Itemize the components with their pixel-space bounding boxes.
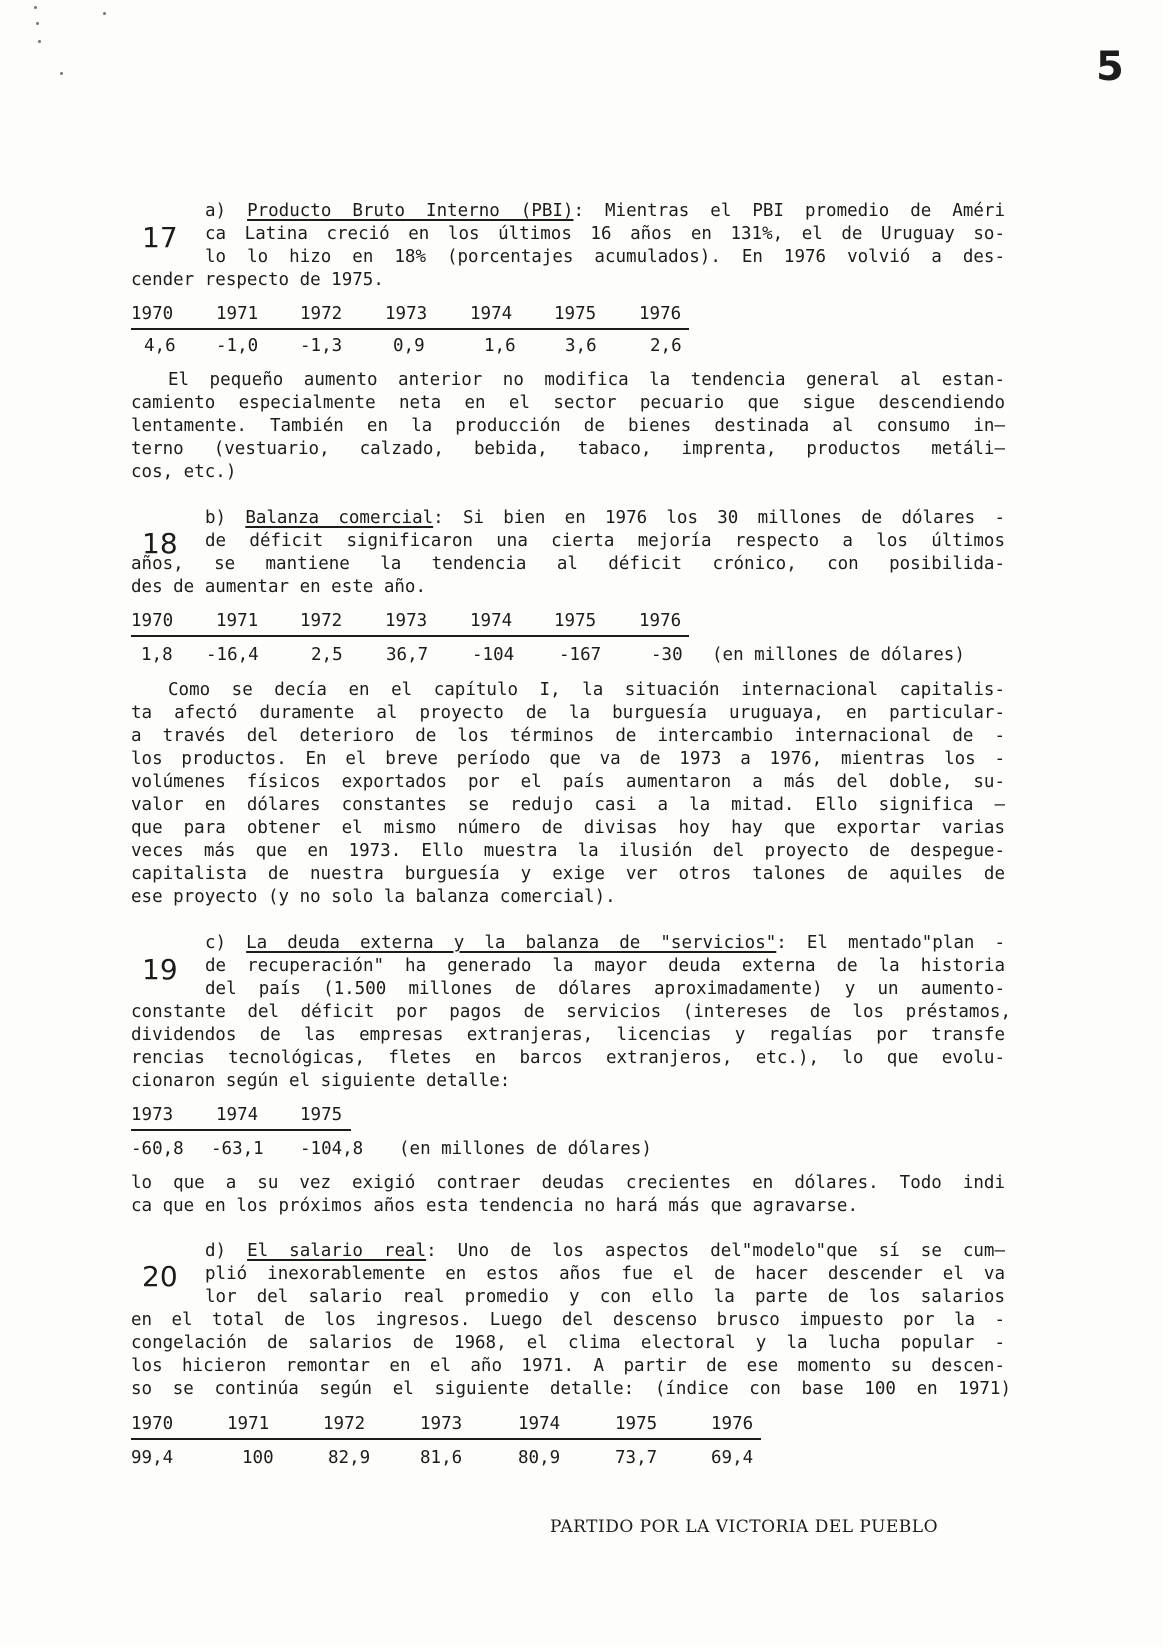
value-cell: 2,5: [311, 645, 343, 665]
para-17b-line: El pequeño aumento anterior no modifica la tendencia general al estan-: [168, 370, 1005, 390]
year-cell: 1976: [711, 1414, 754, 1434]
para-18b-line: valor en dólares constantes se redujo casi a la mitad. Ello significa —: [131, 795, 1005, 815]
para-18-line: de déficit significaron una cierta mejoría respecto a los últimos: [205, 531, 1005, 551]
year-cell: 1975: [554, 304, 597, 324]
value-cell: 1,6: [484, 336, 516, 356]
table-17-values: [131, 335, 689, 358]
scan-speck: [38, 40, 41, 43]
heading-underline: Balanza comercial: [245, 508, 434, 528]
para-18b-line: ese proyecto (y no solo la balanza comercial).: [131, 887, 616, 907]
value-cell: -104: [472, 645, 515, 665]
para-19-line: constante del déficit por pagos de servicios (intereses de los préstamos,: [131, 1002, 1011, 1022]
year-cell: 1971: [216, 304, 259, 324]
table-20-values: [131, 1447, 761, 1470]
year-cell: 1973: [385, 611, 428, 631]
value-cell: -1,0: [216, 336, 259, 356]
year-cell: 1975: [554, 611, 597, 631]
para-17b-line: lentamente. También en la producción de bienes destinada al consumo in—: [131, 416, 1005, 436]
year-cell: 1971: [216, 611, 259, 631]
table-20-years: [131, 1413, 761, 1440]
para-19b-line: lo que a su vez exigió contraer deudas crecientes en dólares. Todo indi: [131, 1173, 1005, 1193]
para-19-line: c) La deuda externa y la balanza de "servicios": El mentado"plan -: [205, 933, 1005, 953]
year-cell: 1972: [300, 304, 343, 324]
year-cell: 1975: [615, 1414, 658, 1434]
scan-speck: [103, 12, 106, 15]
year-cell: 1974: [470, 611, 513, 631]
page-number: 5: [1096, 44, 1124, 90]
para-19-line: de recuperación" ha generado la mayor deuda externa de la historia: [205, 956, 1005, 976]
para-18b-line: Como se decía en el capítulo I, la situación internacional capitalis-: [168, 680, 1005, 700]
footer-organization: PARTIDO POR LA VICTORIA DEL PUEBLO: [550, 1517, 939, 1537]
year-cell: 1976: [639, 611, 682, 631]
para-18-line: años, se mantiene la tendencia al déficit crónico, con posibilida-: [131, 554, 1005, 574]
para-19-line: dividendos de las empresas extranjeras, licencias y regalías por transfe: [131, 1025, 1005, 1045]
para-17-line: cender respecto de 1975.: [131, 270, 384, 290]
para-18-line: b) Balanza comercial: Si bien en 1976 los 30 millones de dólares -: [205, 508, 1005, 528]
para-18b-line: capitalista de nuestra burguesía y exige ver otros talones de aquiles de: [131, 864, 1005, 884]
heading-underline: El salario real: [247, 1241, 427, 1261]
value-cell: 80,9: [518, 1448, 561, 1468]
para-19-line: cionaron según el siguiente detalle:: [131, 1071, 511, 1091]
value-cell: 2,6: [650, 336, 682, 356]
value-cell: -1,3: [300, 336, 343, 356]
table-18-values: [131, 644, 1011, 667]
year-cell: 1970: [131, 304, 174, 324]
year-cell: 1976: [639, 304, 682, 324]
value-cell: 81,6: [420, 1448, 463, 1468]
section-number-17: 17: [142, 221, 178, 254]
para-20-line: congelación de salarios de 1968, el clima electoral y la lucha popular -: [131, 1333, 1005, 1353]
value-cell: 36,7: [386, 645, 429, 665]
para-17b-line: terno (vestuario, calzado, bebida, tabaco, imprenta, productos metáli—: [131, 439, 1005, 459]
value-cell: 0,9: [393, 336, 425, 356]
para-19-line: rencias tecnológicas, fletes en barcos extranjeros, etc.), lo que evolu-: [131, 1048, 1005, 1068]
para-17-line: ca Latina creció en los últimos 16 años en 131%, el de Uruguay so-: [205, 224, 1005, 244]
para-18b-line: los productos. En el breve período que va de 1973 a 1976, mientras los -: [131, 749, 1005, 769]
table-18-years: [131, 610, 689, 637]
unit-label: (en millones de dólares): [712, 645, 965, 665]
year-cell: 1973: [131, 1105, 174, 1125]
year-cell: 1974: [216, 1105, 259, 1125]
year-cell: 1970: [131, 611, 174, 631]
para-19-line: del país (1.500 millones de dólares aproximadamente) y un aumento-: [205, 979, 1005, 999]
value-cell: 82,9: [328, 1448, 371, 1468]
table-17-years: [131, 303, 689, 330]
value-cell: 69,4: [711, 1448, 754, 1468]
value-cell: -167: [559, 645, 602, 665]
unit-label: (en millones de dólares): [399, 1139, 652, 1159]
value-cell: 3,6: [565, 336, 597, 356]
value-cell: -60,8: [131, 1139, 184, 1159]
year-cell: 1971: [227, 1414, 270, 1434]
year-cell: 1974: [470, 304, 513, 324]
value-cell: -104,8: [300, 1139, 364, 1159]
value-cell: -63,1: [211, 1139, 264, 1159]
year-cell: 1974: [518, 1414, 561, 1434]
para-17-line: a) Producto Bruto Interno (PBI): Mientras el PBI promedio de Améri: [205, 201, 1005, 221]
para-19b-line: ca que en los próximos años esta tendencia no hará más que agravarse.: [131, 1196, 858, 1216]
value-cell: 4,6: [144, 336, 176, 356]
value-cell: -16,4: [206, 645, 259, 665]
value-cell: 73,7: [615, 1448, 658, 1468]
table-19-values: [131, 1138, 691, 1161]
para-20-line: d) El salario real: Uno de los aspectos del"modelo"que sí se cum—: [205, 1241, 1005, 1261]
value-cell: 99,4: [131, 1448, 174, 1468]
scan-speck: [34, 6, 37, 9]
para-20-line: en el total de los ingresos. Luego del descenso brusco impuesto por la -: [131, 1310, 1005, 1330]
para-20-line: plió inexorablemente en estos años fue el de hacer descender el va: [205, 1264, 1005, 1284]
para-18b-line: volúmenes físicos exportados por el país aumentaron a más del doble, su-: [131, 772, 1005, 792]
section-number-18: 18: [142, 527, 178, 560]
para-20-line: lor del salario real promedio y con ello la parte de los salarios: [205, 1287, 1005, 1307]
heading-underline: Producto Bruto Interno (PBI): [247, 201, 574, 221]
para-18-line: des de aumentar en este año.: [131, 577, 427, 597]
value-cell: -30: [651, 645, 683, 665]
para-17-line: lo lo hizo en 18% (porcentajes acumulados). En 1976 volvió a des-: [205, 247, 1005, 267]
table-19-years: [131, 1104, 351, 1131]
para-17b-line: cos, etc.): [131, 462, 237, 482]
value-cell: 100: [242, 1448, 274, 1468]
section-number-20: 20: [142, 1260, 178, 1293]
heading-underline: La deuda externa y la balanza de "servicios": [246, 933, 777, 953]
year-cell: 1972: [323, 1414, 366, 1434]
value-cell: 1,8: [141, 645, 173, 665]
para-18b-line: ta afectó duramente al proyecto de la burguesía uruguaya, en particular-: [131, 703, 1005, 723]
para-20-line: los hicieron remontar en el año 1971. A partir de ese momento su descen-: [131, 1356, 1005, 1376]
scan-speck: [60, 72, 63, 75]
para-18b-line: a través del deterioro de los términos de intercambio internacional de -: [131, 726, 1005, 746]
scan-speck: [36, 22, 39, 25]
para-18b-line: que para obtener el mismo número de divisas hoy hay que exportar varias: [131, 818, 1005, 838]
para-18b-line: veces más que en 1973. Ello muestra la ilusión del proyecto de despegue-: [131, 841, 1005, 861]
year-cell: 1973: [385, 304, 428, 324]
para-17b-line: camiento especialmente neta en el sector pecuario que sigue descendiendo: [131, 393, 1005, 413]
year-cell: 1975: [300, 1105, 343, 1125]
year-cell: 1972: [300, 611, 343, 631]
section-number-19: 19: [142, 953, 178, 986]
year-cell: 1970: [131, 1414, 174, 1434]
para-20-line: so se continúa según el siguiente detalle: (índice con base 100 en 1971): [131, 1379, 1011, 1399]
year-cell: 1973: [420, 1414, 463, 1434]
